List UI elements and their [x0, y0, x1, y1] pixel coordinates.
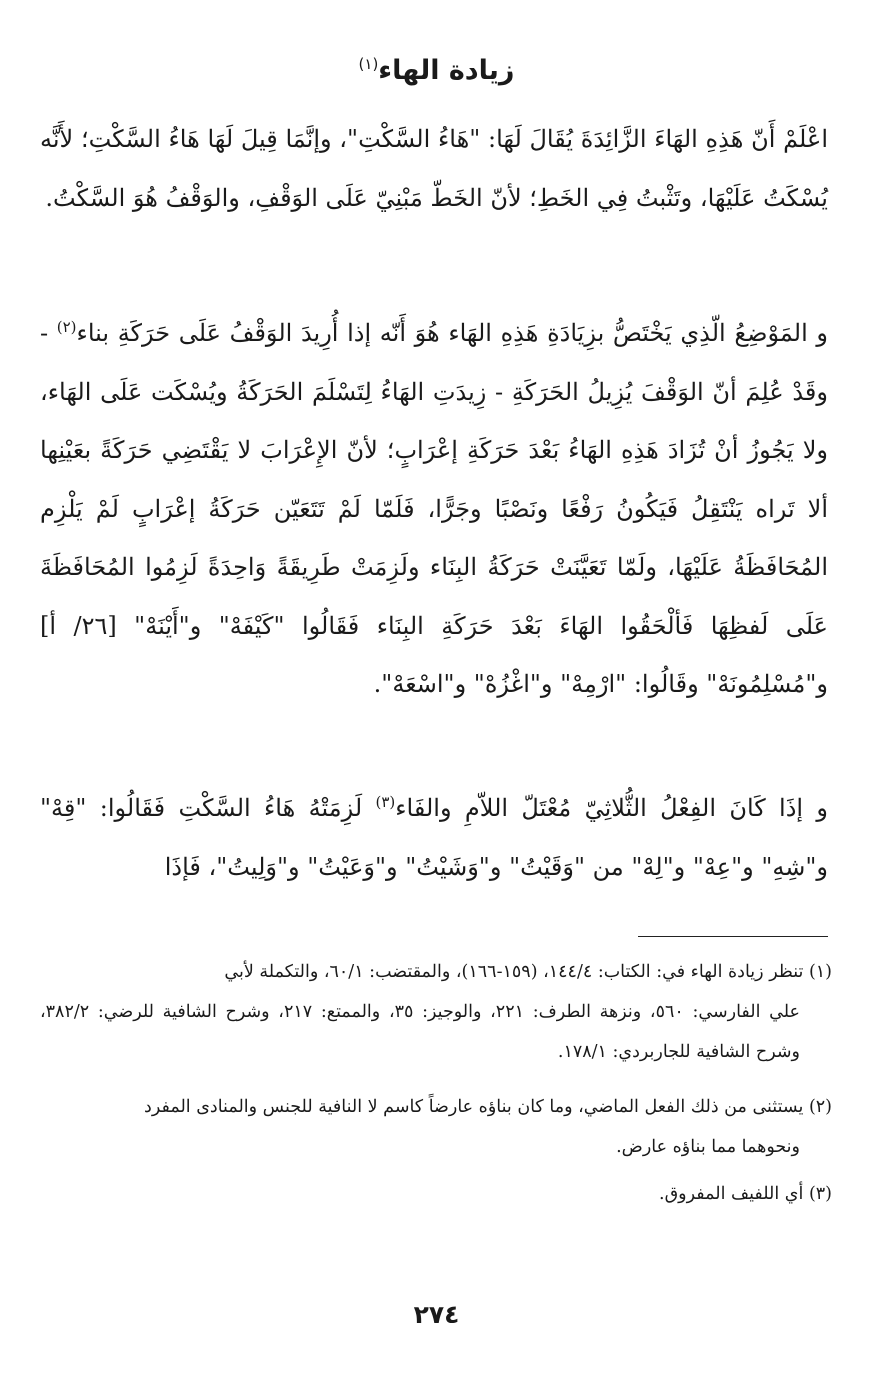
footnote-1-continuation: علي الفارسي: ٥٦٠، ونزهة الطرف: ٢٢١، والوجيز: ٣٥، والممتع: ٢١٧، وشرح الشافية للرضي: ٣٨٢/٢، وشرح الشافية للجاربردي: ١٧٨/١. [40, 1002, 800, 1062]
title-text: زيادة الهاء [378, 55, 515, 86]
footnote-separator [638, 936, 828, 937]
footnote-2-line-1: يستثنى من ذلك الفعل الماضي، وما كان بناؤه عارضاً كاسم لا النافية للجنس والمنادى المفرد [144, 1097, 804, 1117]
footnote-2-continuation: ونحوهما مما بناؤه عارض. [616, 1137, 800, 1157]
footnote-ref-1: (١) [358, 55, 379, 73]
paragraph-2-part-2: - وقَدْ عُلِمَ أنّ الوَقْفَ يُزِيلُ الحَرَكَةِ - زِيدَتِ الهَاءُ لِتَسْلَمَ الحَرَكَةُ ويُسْكَت عَلَى الهَاء، ولا يَجُوزُ أنْ تُزَادَ هَذِهِ الهَاءُ بَعْدَ حَرَكَةِ إعْرَابٍ؛ لأنّ الإِعْرَابَ لا يَقْتَضِي حَرَكَةً بعَيْنِها ألا تَراه يَنْتَقِلُ فَيَكُونُ رَفْعًا ونَصْبًا وجَرًّا، فَلَمّا لَمْ تَتَعَيّن حَرَكَةُ إعْرَابٍ لَمْ يَلْزِم المُحَافَظَةُ عَلَيْهَا، ولَمّا تَعَيَّنَتْ حَرَكَةُ البِنَاء ولَزِمَتْ طَرِيقَةً وَاحِدَةً لَزِمُوا المُحَافَظَةَ عَلَى لَفظِهَا فَألْحَقُوا الهَاءَ بَعْدَ حَرَكَةِ البِنَاء فَقَالُوا "كَيْفَهْ" و"أَيْنَهْ" [٢٦/ أ] و"مُسْلِمُونَهْ" وقَالُوا: "ارْمِهْ" و"اغْزُهْ" و"اسْعَهْ". [40, 319, 828, 698]
footnote-ref-2: (٢) [56, 318, 77, 336]
paragraph-3-part-2: لَزِمَتْهُ هَاءُ السَّكْتِ فَقَالُوا: "قِهْ" و"شِهِ" و"عِهْ" و"لِهْ" من "وَقَيْتُ" و"وَشَيْتُ" و"وَعَيْتُ" و"وَلِيتُ"، فَإذَا [40, 794, 828, 881]
paragraph-3 [40, 773, 828, 896]
page-title [0, 44, 873, 91]
footnote-ref-3: (٣) [375, 793, 396, 811]
footnote-2-number: (٢) [808, 1097, 832, 1117]
footnote-1-number: (١) [808, 962, 832, 982]
paragraph-2-part-1: و المَوْضِعُ الّذِي يَخْتَصُّ بزِيَادَةِ هَذِهِ الهَاء هُوَ أَنّه إذا أُرِيدَ الوَقْفُ عَلَى حَرَكَةِ بناء [76, 319, 828, 347]
footnote-3-text: أي اللفيف المفروق. [659, 1184, 804, 1204]
footnote-3 [40, 1174, 832, 1214]
page-number: ٢٧٤ [413, 1300, 460, 1329]
footnote-3-number: (٣) [808, 1184, 832, 1204]
footnote-1-line-1: تنظر زيادة الهاء في: الكتاب: ١٤٤/٤، (١٥٩-١٦٦)، والمقتضب: ٦٠/١، والتكملة لأبي [224, 962, 804, 982]
paragraph-3-part-1: و إذَا كَانَ الفِعْلُ الثُّلاثِيّ مُعْتَلّ اللاّمِ والفَاء [395, 794, 828, 822]
footnote-1 [40, 952, 832, 1072]
paragraph-1: اعْلَمْ أَنّ هَذِهِ الهَاءَ الزَّائِدَةَ يُقَالَ لَهَا: "هَاءُ السَّكْتِ"، وإنَّمَا قِيلَ لَهَا هَاءُ السَّكْتِ؛ لأَنَّه يُسْكَتُ عَلَيْهَا، وتَثْبتُ فِي الخَطِ؛ لأنّ الخَطّ مَبْنِيّ عَلَى الوَقْفِ، والوَقْفُ هُوَ السَّكْتُ. [40, 125, 828, 212]
paragraph-2 [40, 298, 828, 714]
footnote-2 [40, 1087, 832, 1167]
